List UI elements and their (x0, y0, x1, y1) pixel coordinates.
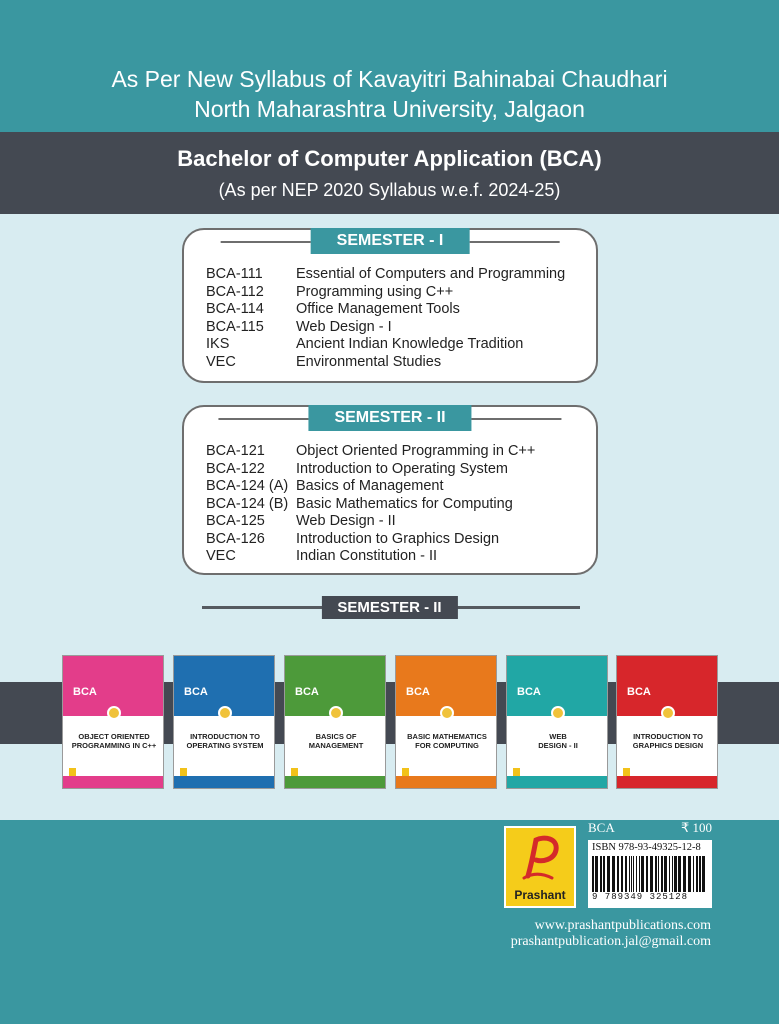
barcode-bar (650, 856, 653, 892)
subject-name: Ancient Indian Knowledge Tradition (296, 336, 524, 352)
subject-name: Basic Mathematics for Computing (296, 495, 513, 512)
barcode-bar (595, 856, 598, 892)
book-badge: BCA (184, 686, 208, 698)
barcode-bar (661, 856, 663, 892)
barcode-bar (646, 856, 648, 892)
barcode-bar (688, 856, 691, 892)
price-value: ₹ 100 (680, 820, 712, 835)
university-emblem-icon (218, 706, 232, 720)
subject-row (206, 301, 565, 319)
semester-2-box (182, 405, 598, 575)
barcode-bar (658, 856, 659, 892)
barcode-bar (592, 856, 594, 892)
barcode-bar (641, 856, 644, 892)
subject-name: Programming using C++ (296, 283, 454, 300)
subject-name: Indian Constitution - II (296, 548, 438, 564)
book-cover[interactable] (173, 655, 275, 789)
publisher-p-logo-icon (514, 832, 566, 884)
subject-row (206, 354, 565, 372)
semester-1-box (182, 228, 598, 383)
subject-name: Essential of Computers and Programming (296, 266, 566, 282)
book-title: BASIC MATHEMATICS FOR COMPUTING (407, 732, 487, 750)
book-badge: BCA (406, 686, 430, 698)
semester-1-subject-list (206, 266, 565, 371)
subject-row (206, 531, 535, 549)
barcode-bar (664, 856, 667, 892)
subject-code: BCA-122 (206, 460, 265, 477)
subject-name: Introduction to Graphics Design (296, 530, 500, 547)
university-emblem-icon (551, 706, 565, 720)
subject-name: Basics of Management (296, 478, 444, 494)
course-title: Bachelor of Computer Application (BCA) (177, 146, 602, 171)
subject-row (206, 461, 535, 479)
university-emblem-icon (107, 706, 121, 720)
book-stripe (63, 776, 163, 789)
barcode-bar (607, 856, 610, 892)
book-title: OBJECT ORIENTED PROGRAMMING IN C++ (71, 732, 157, 750)
barcode-bar (612, 856, 615, 892)
book-cover[interactable] (506, 655, 608, 789)
barcode-bar (678, 856, 681, 892)
subject-row (206, 266, 565, 284)
subject-name: Object Oriented Programming in C++ (296, 443, 536, 459)
subject-row (206, 284, 565, 302)
barcode-bar (674, 856, 677, 892)
subject-code: BCA-112 (206, 283, 264, 300)
book-badge: BCA (73, 686, 97, 698)
semester-2-label: SEMESTER - II (308, 405, 471, 431)
barcode-bar (702, 856, 705, 892)
barcode-bar (621, 856, 623, 892)
semester-2-subject-list (206, 443, 535, 566)
subject-code: BCA-121 (206, 443, 265, 459)
barcode-bar (633, 856, 634, 892)
book-title: INTRODUCTION TO OPERATING SYSTEM (186, 732, 264, 750)
university-line-2: North Maharashtra University, Jalgaon (194, 96, 585, 122)
barcode-bar (655, 856, 657, 892)
barcode-bar (672, 856, 673, 892)
book-stripe (617, 776, 717, 789)
subject-name: Web Design - II (296, 513, 396, 529)
barcode-bar (625, 856, 627, 892)
books-section-label: SEMESTER - II (321, 596, 457, 619)
subject-row (206, 513, 535, 531)
subject-name: Environmental Studies (296, 353, 442, 370)
barcode-bar (617, 856, 619, 892)
barcode-bar (639, 856, 640, 892)
publisher-name: Prashant (514, 888, 566, 902)
subject-row (206, 443, 535, 461)
book-cover[interactable] (395, 655, 497, 789)
subject-name: Introduction to Operating System (296, 460, 508, 477)
book-title: INTRODUCTION TO GRAPHICS DESIGN (632, 732, 704, 750)
barcode-bar (683, 856, 686, 892)
subject-row (206, 478, 535, 496)
subject-name: Office Management Tools (296, 301, 460, 317)
book-cover[interactable] (616, 655, 718, 789)
subject-code: VEC (206, 353, 236, 370)
publisher-email[interactable]: prashantpublication.jal@gmail.com (510, 934, 711, 949)
price-row (588, 820, 712, 838)
barcode-icon (592, 856, 708, 892)
publisher-website[interactable]: www.prashantpublications.com (534, 918, 711, 933)
barcode-bar (631, 856, 632, 892)
price-category: BCA (588, 820, 615, 835)
subject-code: BCA-124 (A) (206, 478, 289, 494)
subject-name: Web Design - I (296, 318, 392, 335)
subject-code: BCA-124 (B) (206, 495, 289, 512)
subject-row (206, 548, 535, 566)
university-emblem-icon (440, 706, 454, 720)
course-band (0, 132, 779, 214)
university-header (0, 64, 779, 124)
subject-code: IKS (206, 336, 230, 352)
subject-code: VEC (206, 548, 236, 564)
university-line-1: As Per New Syllabus of Kavayitri Bahinabai Chaudhari (111, 66, 668, 92)
barcode-bar (693, 856, 694, 892)
barcode-panel (588, 840, 712, 908)
book-stripe (174, 776, 274, 789)
book-stripe (507, 776, 607, 789)
subject-code: BCA-126 (206, 530, 265, 547)
subject-code: BCA-114 (206, 301, 264, 317)
book-stripe (285, 776, 385, 789)
book-badge: BCA (295, 686, 319, 698)
university-emblem-icon (661, 706, 675, 720)
barcode-bar (600, 856, 602, 892)
barcode-bar (669, 856, 670, 892)
book-title: WEB DESIGN - II (538, 732, 578, 750)
subject-row (206, 336, 565, 354)
book-cover[interactable] (62, 655, 164, 789)
subject-code: BCA-125 (206, 513, 265, 529)
book-badge: BCA (517, 686, 541, 698)
subject-code: BCA-111 (206, 266, 263, 282)
book-stripe (396, 776, 496, 789)
subject-row (206, 496, 535, 514)
course-subtitle: (As per NEP 2020 Syllabus w.e.f. 2024-25) (218, 180, 561, 200)
subject-row (206, 319, 565, 337)
barcode-bar (603, 856, 605, 892)
barcode-digits: 9 789349 325128 (592, 892, 689, 902)
university-emblem-icon (329, 706, 343, 720)
book-cover[interactable] (284, 655, 386, 789)
subject-code: BCA-115 (206, 318, 264, 335)
barcode-bar (696, 856, 698, 892)
barcode-bar (699, 856, 701, 892)
semester-1-label: SEMESTER - I (311, 228, 470, 254)
barcode-bar (629, 856, 630, 892)
barcode-bar (636, 856, 637, 892)
price-isbn-box (588, 820, 712, 908)
book-badge: BCA (627, 686, 651, 698)
isbn-number: ISBN 978-93-49325-12-8 (592, 842, 701, 853)
book-title: BASICS OF MANAGEMENT (308, 732, 364, 750)
publisher-logo-block (504, 826, 576, 908)
